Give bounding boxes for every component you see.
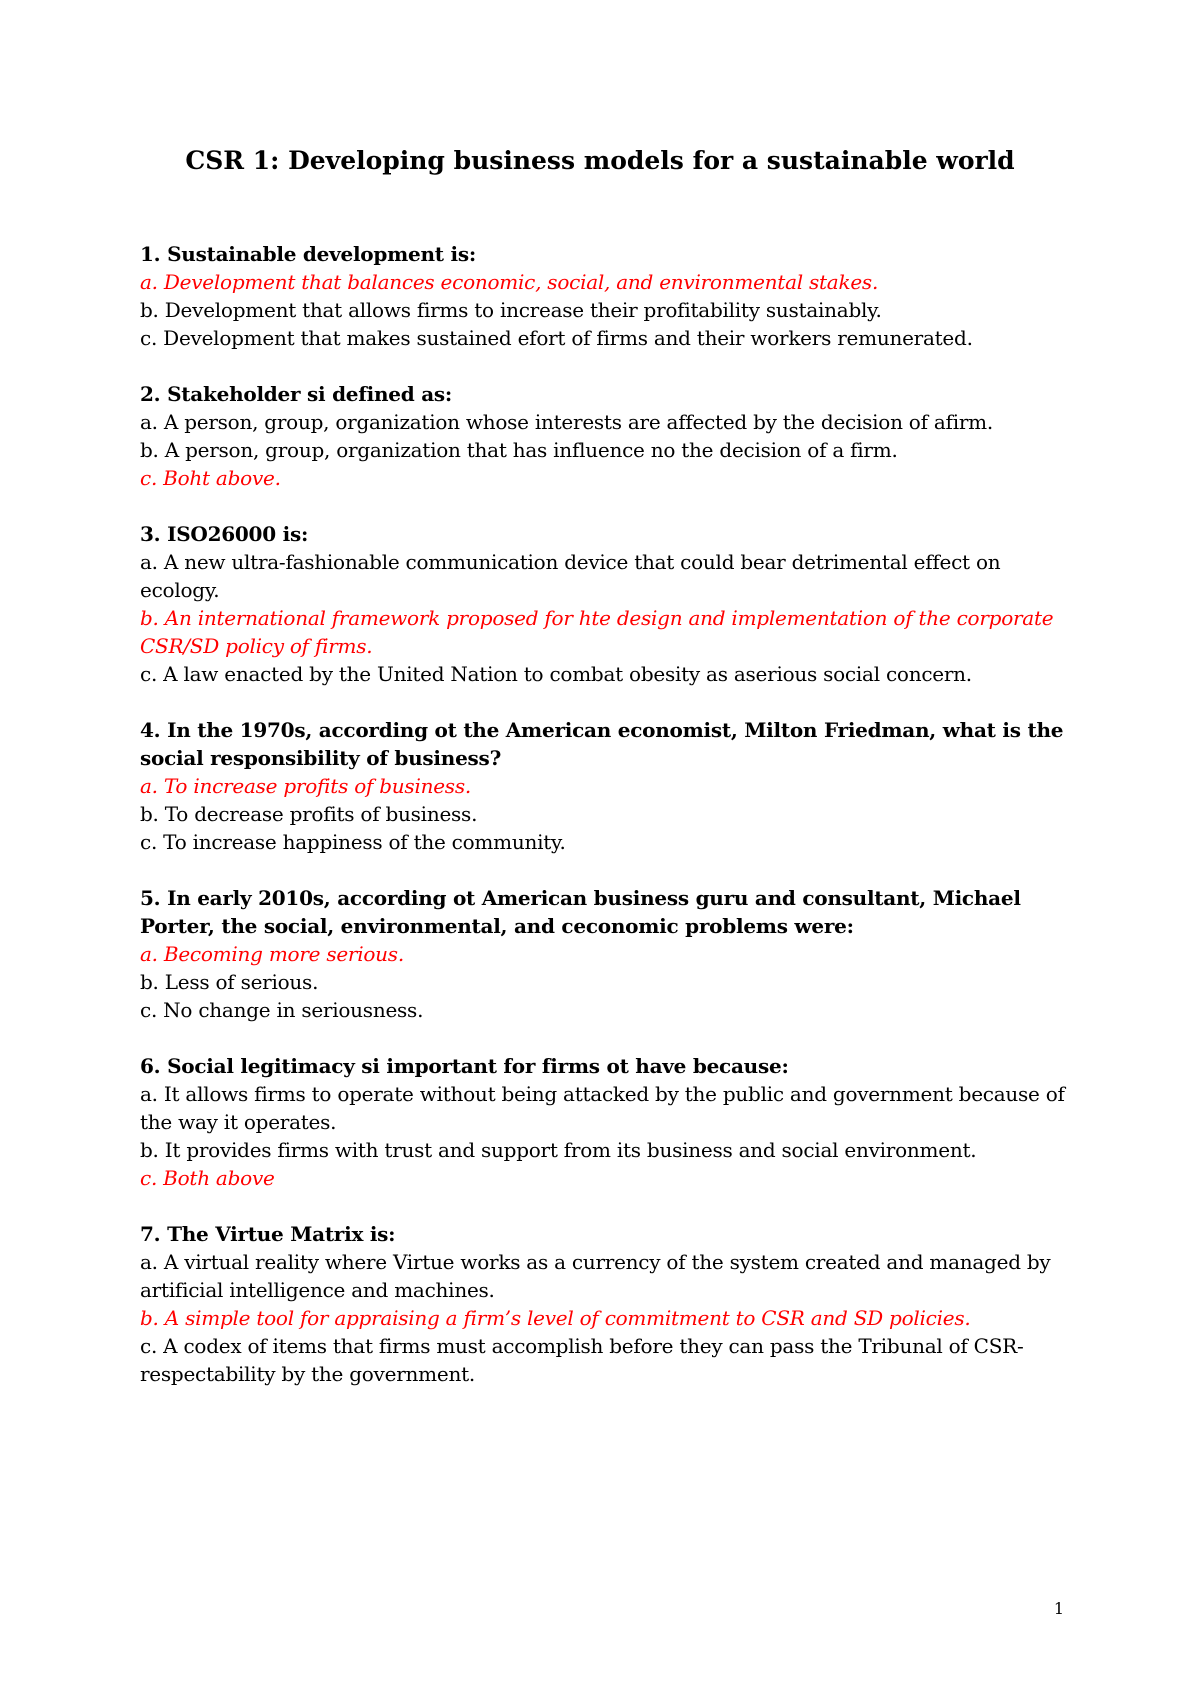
question-6 (140, 1052, 1075, 1192)
answer-option: c. Development that makes sustained efort of firms and their workers remunerated. (140, 326, 973, 350)
answer-option-correct: c. Boht above. (140, 466, 281, 490)
answer-option: a. A person, group, organization whose interests are affected by the decision of afirm. (140, 410, 993, 434)
answer-option-correct: a. Becoming more serious. (140, 942, 404, 966)
answer-option: b. To decrease profits of business. (140, 802, 478, 826)
question-text: 1. Sustainable development is: (140, 242, 476, 266)
answer-option: a. It allows firms to operate without being attacked by the public and government because of the way it operates. (140, 1082, 1065, 1134)
answer-option-correct: c. Both above (140, 1166, 275, 1190)
answer-option-correct: a. To increase profits of business. (140, 774, 471, 798)
question-text: 5. In early 2010s, according ot American business guru and consultant, Michael Porter, the social, environmental, and ceconomic problems were: (140, 886, 1021, 938)
answer-option-correct: b. An international framework proposed for hte design and implementation of the corporate CSR/SD policy of firms. (140, 606, 1054, 658)
answer-option-correct: a. Development that balances economic, social, and environmental stakes. (140, 270, 879, 294)
answer-option: c. To increase happiness of the community. (140, 830, 566, 854)
answer-option: b. A person, group, organization that has influence no the decision of a firm. (140, 438, 898, 462)
page-title: CSR 1: Developing business models for a sustainable world (185, 146, 1015, 175)
question-7 (140, 1220, 1075, 1388)
question-text: 2. Stakeholder si defined as: (140, 382, 453, 406)
answer-option: c. A law enacted by the United Nation to combat obesity as aserious social concern. (140, 662, 972, 686)
answer-option: b. Development that allows firms to increase their profitability sustainably. (140, 298, 882, 322)
question-text: 4. In the 1970s, according ot the American economist, Milton Friedman, what is the social responsibility of business? (140, 718, 1064, 770)
question-1 (140, 240, 1075, 352)
answer-option: a. A virtual reality where Virtue works as a currency of the system created and managed by artificial intelligence and machines. (140, 1250, 1051, 1302)
answer-option: c. No change in seriousness. (140, 998, 424, 1022)
answer-option: b. Less of serious. (140, 970, 319, 994)
question-5 (140, 884, 1075, 1024)
question-3 (140, 520, 1075, 688)
answer-option-correct: b. A simple tool for appraising a firm’s level of commitment to CSR and SD policies. (140, 1306, 971, 1330)
question-2 (140, 380, 1075, 492)
question-text: 3. ISO26000 is: (140, 522, 309, 546)
question-4 (140, 716, 1075, 856)
page-number: 1 (1053, 1599, 1064, 1618)
answer-option: b. It provides firms with trust and support from its business and social environment. (140, 1138, 977, 1162)
answer-option: a. A new ultra-fashionable communication device that could bear detrimental effect on ecology. (140, 550, 1001, 602)
question-list (140, 240, 1075, 1416)
question-text: 7. The Virtue Matrix is: (140, 1222, 396, 1246)
answer-option: c. A codex of items that firms must accomplish before they can pass the Tribunal of CSR-respectability by the government. (140, 1334, 1024, 1386)
question-text: 6. Social legitimacy si important for firms ot have because: (140, 1054, 789, 1078)
